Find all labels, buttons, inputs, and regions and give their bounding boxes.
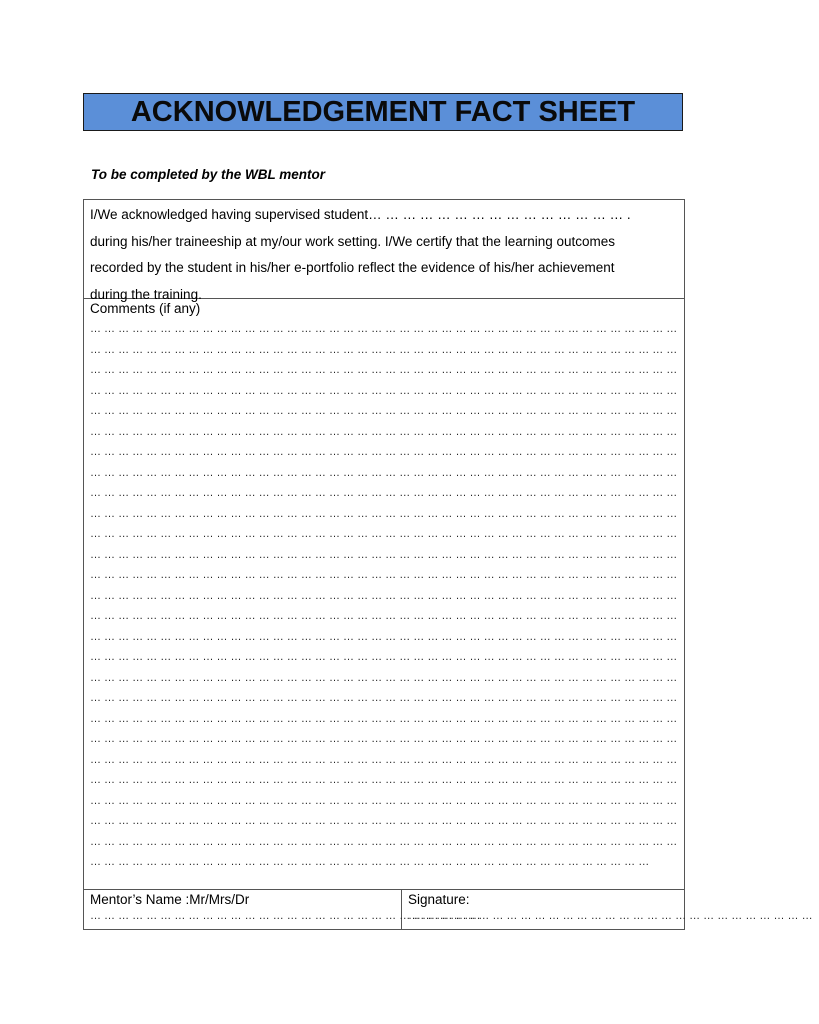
- comment-dot-line[interactable]: … … … … … … … … … … … … … … … … … … … … … … … … … … … … … … … … … … … … … … … … … …: [90, 323, 678, 335]
- comment-dot-line[interactable]: … … … … … … … … … … … … … … … … … … … … … … … … … … … … … … … … … … … … … … … … … …: [90, 835, 678, 848]
- comment-dot-line[interactable]: … … … … … … … … … … … … … … … … … … … … … … … … … … … … … … … … … … … … … … … … … …: [90, 815, 678, 827]
- comment-dot-line[interactable]: … … … … … … … … … … … … … … … … … … … … … … … … … … … … … … … … … … … … … … … … … …: [90, 487, 678, 499]
- comment-dot-line[interactable]: … … … … … … … … … … … … … … … … … … … … … … … … … … … … … … … … … … … … … … … … … …: [90, 712, 678, 725]
- comments-label: Comments (if any): [90, 301, 201, 316]
- comment-dot-line[interactable]: … … … … … … … … … … … … … … … … … … … … … … … … … … … … … … … … … … … … … … … … … …: [90, 733, 678, 745]
- ack-line-2: during his/her traineeship at my/our work setting. I/We certify that the learning outcomes: [90, 233, 616, 249]
- comment-dot-line[interactable]: … … … … … … … … … … … … … … … … … … … … … … … … … … … … … … … … … … … … … … … … … …: [90, 425, 678, 438]
- comment-dot-line[interactable]: … … … … … … … … … … … … … … … … … … … … … … … … … … … … … … … … … … … … … … … … … …: [90, 610, 678, 622]
- comment-dot-line[interactable]: … … … … … … … … … … … … … … … … … … … … … … … … … … … … … … … … … … … … … … … … … …: [90, 671, 678, 684]
- comment-dot-line[interactable]: … … … … … … … … … … … … … … … … … … … … … … … … … … … … … … … … … … … … … … … … … …: [90, 405, 678, 417]
- mentor-details-row: [84, 890, 813, 929]
- comment-dot-line[interactable]: … … … … … … … … … … … … … … … … … … … … … … … … … … … … … … … … … … … … … … … … … …: [90, 466, 678, 479]
- comment-dot-line[interactable]: … … … … … … … … … … … … … … … … … … … … … … … … … … … … … … … … … … … … … … … … … …: [90, 507, 678, 520]
- comment-dot-line[interactable]: … … … … … … … … … … … … … … … … … … … … … … … … … … … … … … … … … … … … … … … … … …: [90, 548, 678, 561]
- comment-dot-line[interactable]: … … … … … … … … … … … … … … … … … … … … … … … … … … … … … … … … … … … … … … … … … …: [90, 794, 678, 807]
- signature-label: Signature:: [408, 892, 470, 907]
- comments-lines[interactable]: [90, 319, 678, 873]
- comment-dot-line[interactable]: … … … … … … … … … … … … … … … … … … … … … … … … … … … … … … … … … … … … … … … … … …: [90, 364, 678, 376]
- page-title: ACKNOWLEDGEMENT FACT SHEET: [83, 93, 683, 131]
- form-subtitle: To be completed by the WBL mentor: [91, 167, 326, 182]
- mentor-name-field[interactable]: … … … … … … … … … … … … … … … … … … … … … … … … … … … …: [90, 910, 481, 922]
- comment-dot-line[interactable]: … … … … … … … … … … … … … … … … … … … … … … … … … … … … … … … … … … … … … … … … … …: [90, 774, 678, 786]
- comment-dot-line[interactable]: … … … … … … … … … … … … … … … … … … … … … … … … … … … … … … … … … … … … … … … … … …: [90, 446, 678, 458]
- acknowledgement-statement: [84, 200, 684, 302]
- comment-dot-line[interactable]: … … … … … … … … … … … … … … … … … … … … … … … … … … … … … … … … … … … … … … … … … …: [90, 343, 678, 356]
- comment-dot-line[interactable]: … … … … … … … … … … … … … … … … … … … … … … … … … … … … … … … … … … … … … … … … … …: [90, 589, 678, 602]
- comment-dot-line[interactable]: … … … … … … … … … … … … … … … … … … … … … … … … … … … … … … … … … … … … … … … … … …: [90, 753, 678, 766]
- comment-dot-line[interactable]: … … … … … … … … … … … … … … … … … … … … … … … … … … … … … … … … … … … … … … … …: [90, 856, 650, 868]
- comment-dot-line[interactable]: … … … … … … … … … … … … … … … … … … … … … … … … … … … … … … … … … … … … … … … … … …: [90, 651, 678, 663]
- ack-line-1[interactable]: I/We acknowledged having supervised student… … … … … … … … … … … … … … … .: [90, 207, 631, 222]
- comment-dot-line[interactable]: … … … … … … … … … … … … … … … … … … … … … … … … … … … … … … … … … … … … … … … … … …: [90, 630, 678, 643]
- comment-dot-line[interactable]: … … … … … … … … … … … … … … … … … … … … … … … … … … … … … … … … … … … … … … … … … …: [90, 692, 678, 704]
- ack-line-4: during the training.: [90, 286, 202, 302]
- acknowledgement-form: [83, 199, 813, 930]
- comments-section[interactable]: [84, 299, 684, 890]
- ack-line-3: recorded by the student in his/her e-portfolio reflect the evidence of his/her achievement: [90, 260, 615, 275]
- signature-field[interactable]: … … … … … … … … … … … … … … … … … … … … … … … … … … … … …: [408, 910, 813, 922]
- signature-cell[interactable]: [402, 890, 819, 929]
- comment-dot-line[interactable]: … … … … … … … … … … … … … … … … … … … … … … … … … … … … … … … … … … … … … … … … … …: [90, 384, 678, 397]
- comment-dot-line[interactable]: … … … … … … … … … … … … … … … … … … … … … … … … … … … … … … … … … … … … … … … … … …: [90, 528, 678, 540]
- mentor-name-label: Mentor’s Name :Mr/Mrs/Dr: [90, 892, 250, 907]
- comment-dot-line[interactable]: … … … … … … … … … … … … … … … … … … … … … … … … … … … … … … … … … … … … … … … … … …: [90, 569, 678, 581]
